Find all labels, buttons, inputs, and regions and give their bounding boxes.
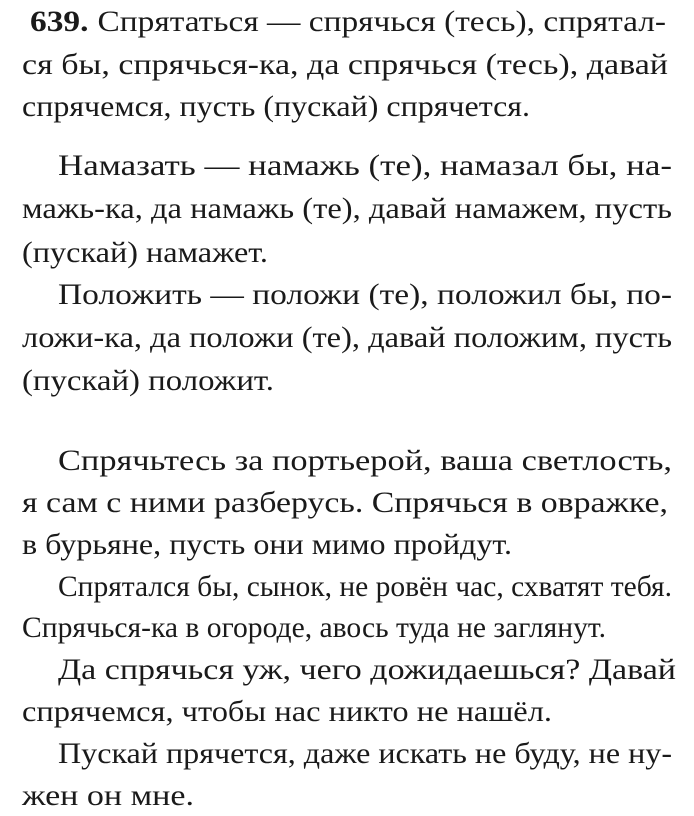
text-line (22, 525, 512, 565)
line-text: Спрячься-ка в огороде, авось туда не заглянут. (22, 612, 606, 644)
line-text: Спрятался бы, сынок, не ровён час, схватят тебя. (58, 571, 672, 603)
line-text: мажь-ка, да намажь (те), давай намажем, пусть (22, 193, 672, 225)
line-text: спрячемся, чтобы нас никто не нашёл. (22, 696, 552, 728)
text-line (22, 318, 672, 358)
text-line (22, 608, 604, 648)
text-line (30, 2, 667, 42)
line-text: я сам с ними разберусь. Спрячься в овражке, (22, 487, 668, 519)
text-line (22, 776, 194, 816)
text-line (22, 692, 552, 732)
line-text: спрячемся, пусть (пускай) спрячется. (22, 91, 530, 123)
line-text: Положить — положи (те), положил бы, по- (58, 279, 672, 311)
line-text: Спрячьтесь за портьерой, ваша светлость, (58, 445, 672, 477)
line-text: в бурьяне, пусть они мимо пройдут. (22, 529, 512, 561)
line-text: Намазать — намажь (те), намазал бы, на- (58, 150, 672, 182)
line-text: Да спрячься уж, чего дожидаешься? Давай (58, 654, 676, 686)
text-line (22, 483, 668, 523)
exercise-number: 639. (30, 6, 89, 38)
text-line (22, 189, 672, 229)
line-text: Спрятаться — спрячься (тесь), спрятал- (97, 6, 667, 38)
text-line (58, 650, 676, 690)
line-text: ся бы, спрячься-ка, да спрячься (тесь), давай (22, 49, 668, 81)
text-line (22, 361, 274, 401)
line-text: жен он мне. (22, 780, 194, 812)
line-text: (пускай) намажет. (22, 237, 268, 269)
line-text: Пускай прячется, даже искать не буду, не ну- (58, 738, 673, 770)
line-text: (пускай) положит. (22, 365, 274, 397)
text-line (22, 233, 268, 273)
text-line (58, 441, 672, 481)
text-line (58, 146, 672, 186)
text-line (58, 275, 672, 315)
text-line (22, 87, 530, 127)
text-line (22, 45, 668, 85)
text-line (58, 567, 672, 607)
line-text: ложи-ка, да положи (те), давай положим, пусть (22, 322, 672, 354)
text-line (58, 734, 673, 774)
